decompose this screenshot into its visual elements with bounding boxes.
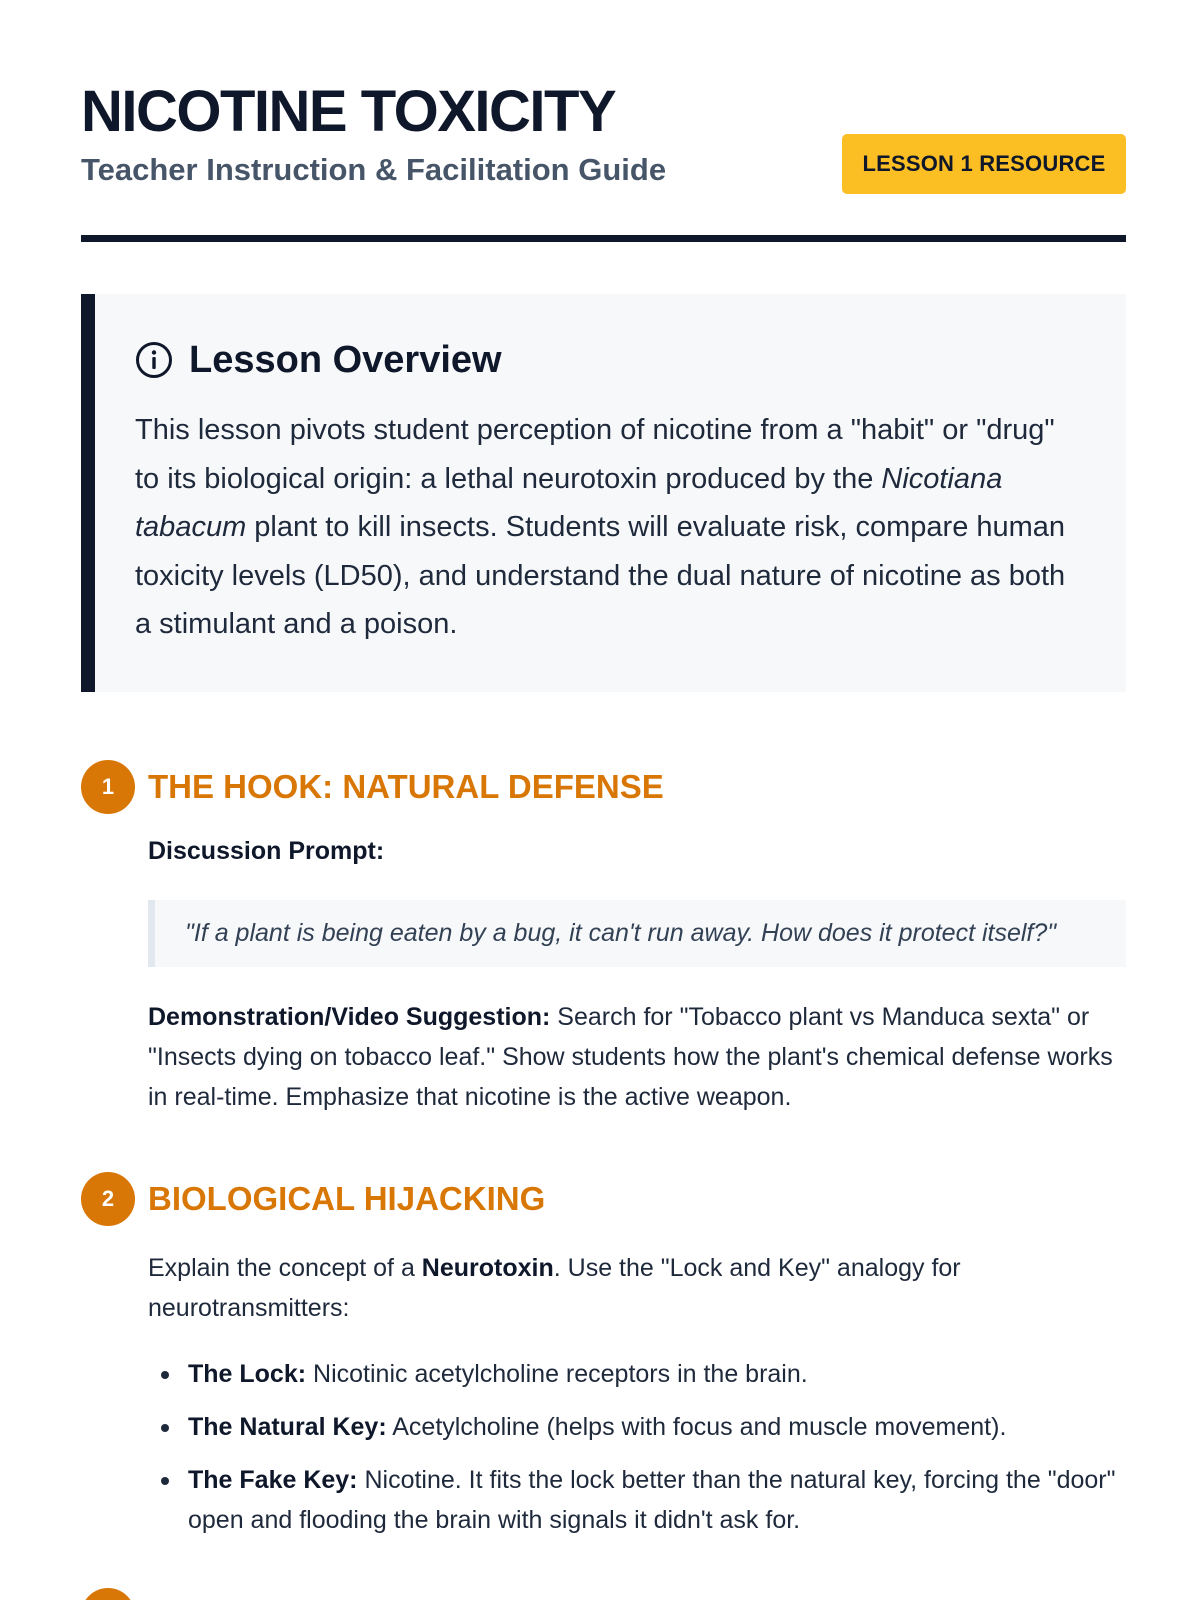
header-divider	[81, 235, 1126, 242]
neurotoxin-intro	[148, 1248, 1126, 1328]
intro-text-start: Explain the concept of a	[148, 1254, 422, 1282]
overview-text-start: This lesson pivots student perception of nicotine from a "habit" or "drug" to its biological origin: a lethal neurotoxin produced by the	[135, 414, 1055, 495]
section-number-badge: 2	[81, 1172, 135, 1226]
neurotoxin-term: Neurotoxin	[421, 1254, 554, 1282]
overview-title: Lesson Overview	[189, 338, 502, 381]
section-hijacking	[81, 1172, 1126, 1553]
list-item-text: Acetylcholine (helps with focus and muscle movement).	[386, 1413, 1007, 1441]
list-item	[148, 1407, 1126, 1447]
overview-text	[135, 406, 1086, 649]
list-item	[148, 1460, 1126, 1540]
demo-suggestion	[148, 997, 1126, 1117]
demo-suggestion-text: Search for "Tobacco plant vs Manduca sexta" or "Insects dying on tobacco leaf." Show students how the plant's chemical defense works in real-time. Emphasize that nicotine is the active weapon.	[148, 1003, 1113, 1111]
lesson-badge: LESSON 1 RESOURCE	[842, 134, 1126, 194]
header	[81, 80, 1126, 242]
section-number-badge: 1	[81, 760, 135, 814]
species-name: Nicotiana tabacum	[135, 462, 1003, 543]
list-item-label: The Fake Key:	[188, 1466, 358, 1494]
overview-text-end: plant to kill insects. Students will evaluate risk, compare human toxicity levels (LD50), and understand the dual nature of nicotine as both a stimulant and a poison.	[135, 511, 1066, 640]
info-icon	[135, 341, 173, 379]
discussion-prompt-label: Discussion Prompt:	[148, 837, 385, 865]
intro-text-end: . Use the "Lock and Key" analogy for neurotransmitters:	[148, 1254, 961, 1322]
section-title: THE HOOK: NATURAL DEFENSE	[148, 768, 664, 805]
demo-suggestion-label: Demonstration/Video Suggestion:	[148, 1003, 551, 1031]
next-section-badge	[81, 1588, 135, 1600]
list-item	[148, 1354, 1126, 1394]
discussion-quote: "If a plant is being eaten by a bug, it can't run away. How does it protect itself?"	[148, 900, 1126, 967]
section-heading	[81, 1172, 1126, 1226]
list-item-text: Nicotinic acetylcholine receptors in the brain.	[306, 1360, 808, 1388]
section-hook	[81, 760, 1126, 1117]
overview-heading	[135, 336, 1086, 384]
list-item-label: The Lock:	[188, 1360, 307, 1388]
list-item-label: The Natural Key:	[188, 1413, 387, 1441]
list-item-text: Nicotine. It fits the lock better than the natural key, forcing the "door" open and flooding the brain with signals it didn't ask for.	[188, 1466, 1116, 1534]
section-title: BIOLOGICAL HIJACKING	[148, 1180, 546, 1217]
page-title: NICOTINE TOXICITY	[81, 79, 616, 144]
section-body	[148, 1248, 1126, 1540]
lock-key-list	[148, 1354, 1126, 1540]
section-body	[148, 834, 1126, 1117]
section-heading	[81, 760, 1126, 814]
lesson-overview-panel	[81, 294, 1126, 692]
page-subtitle: Teacher Instruction & Facilitation Guide	[81, 152, 667, 187]
